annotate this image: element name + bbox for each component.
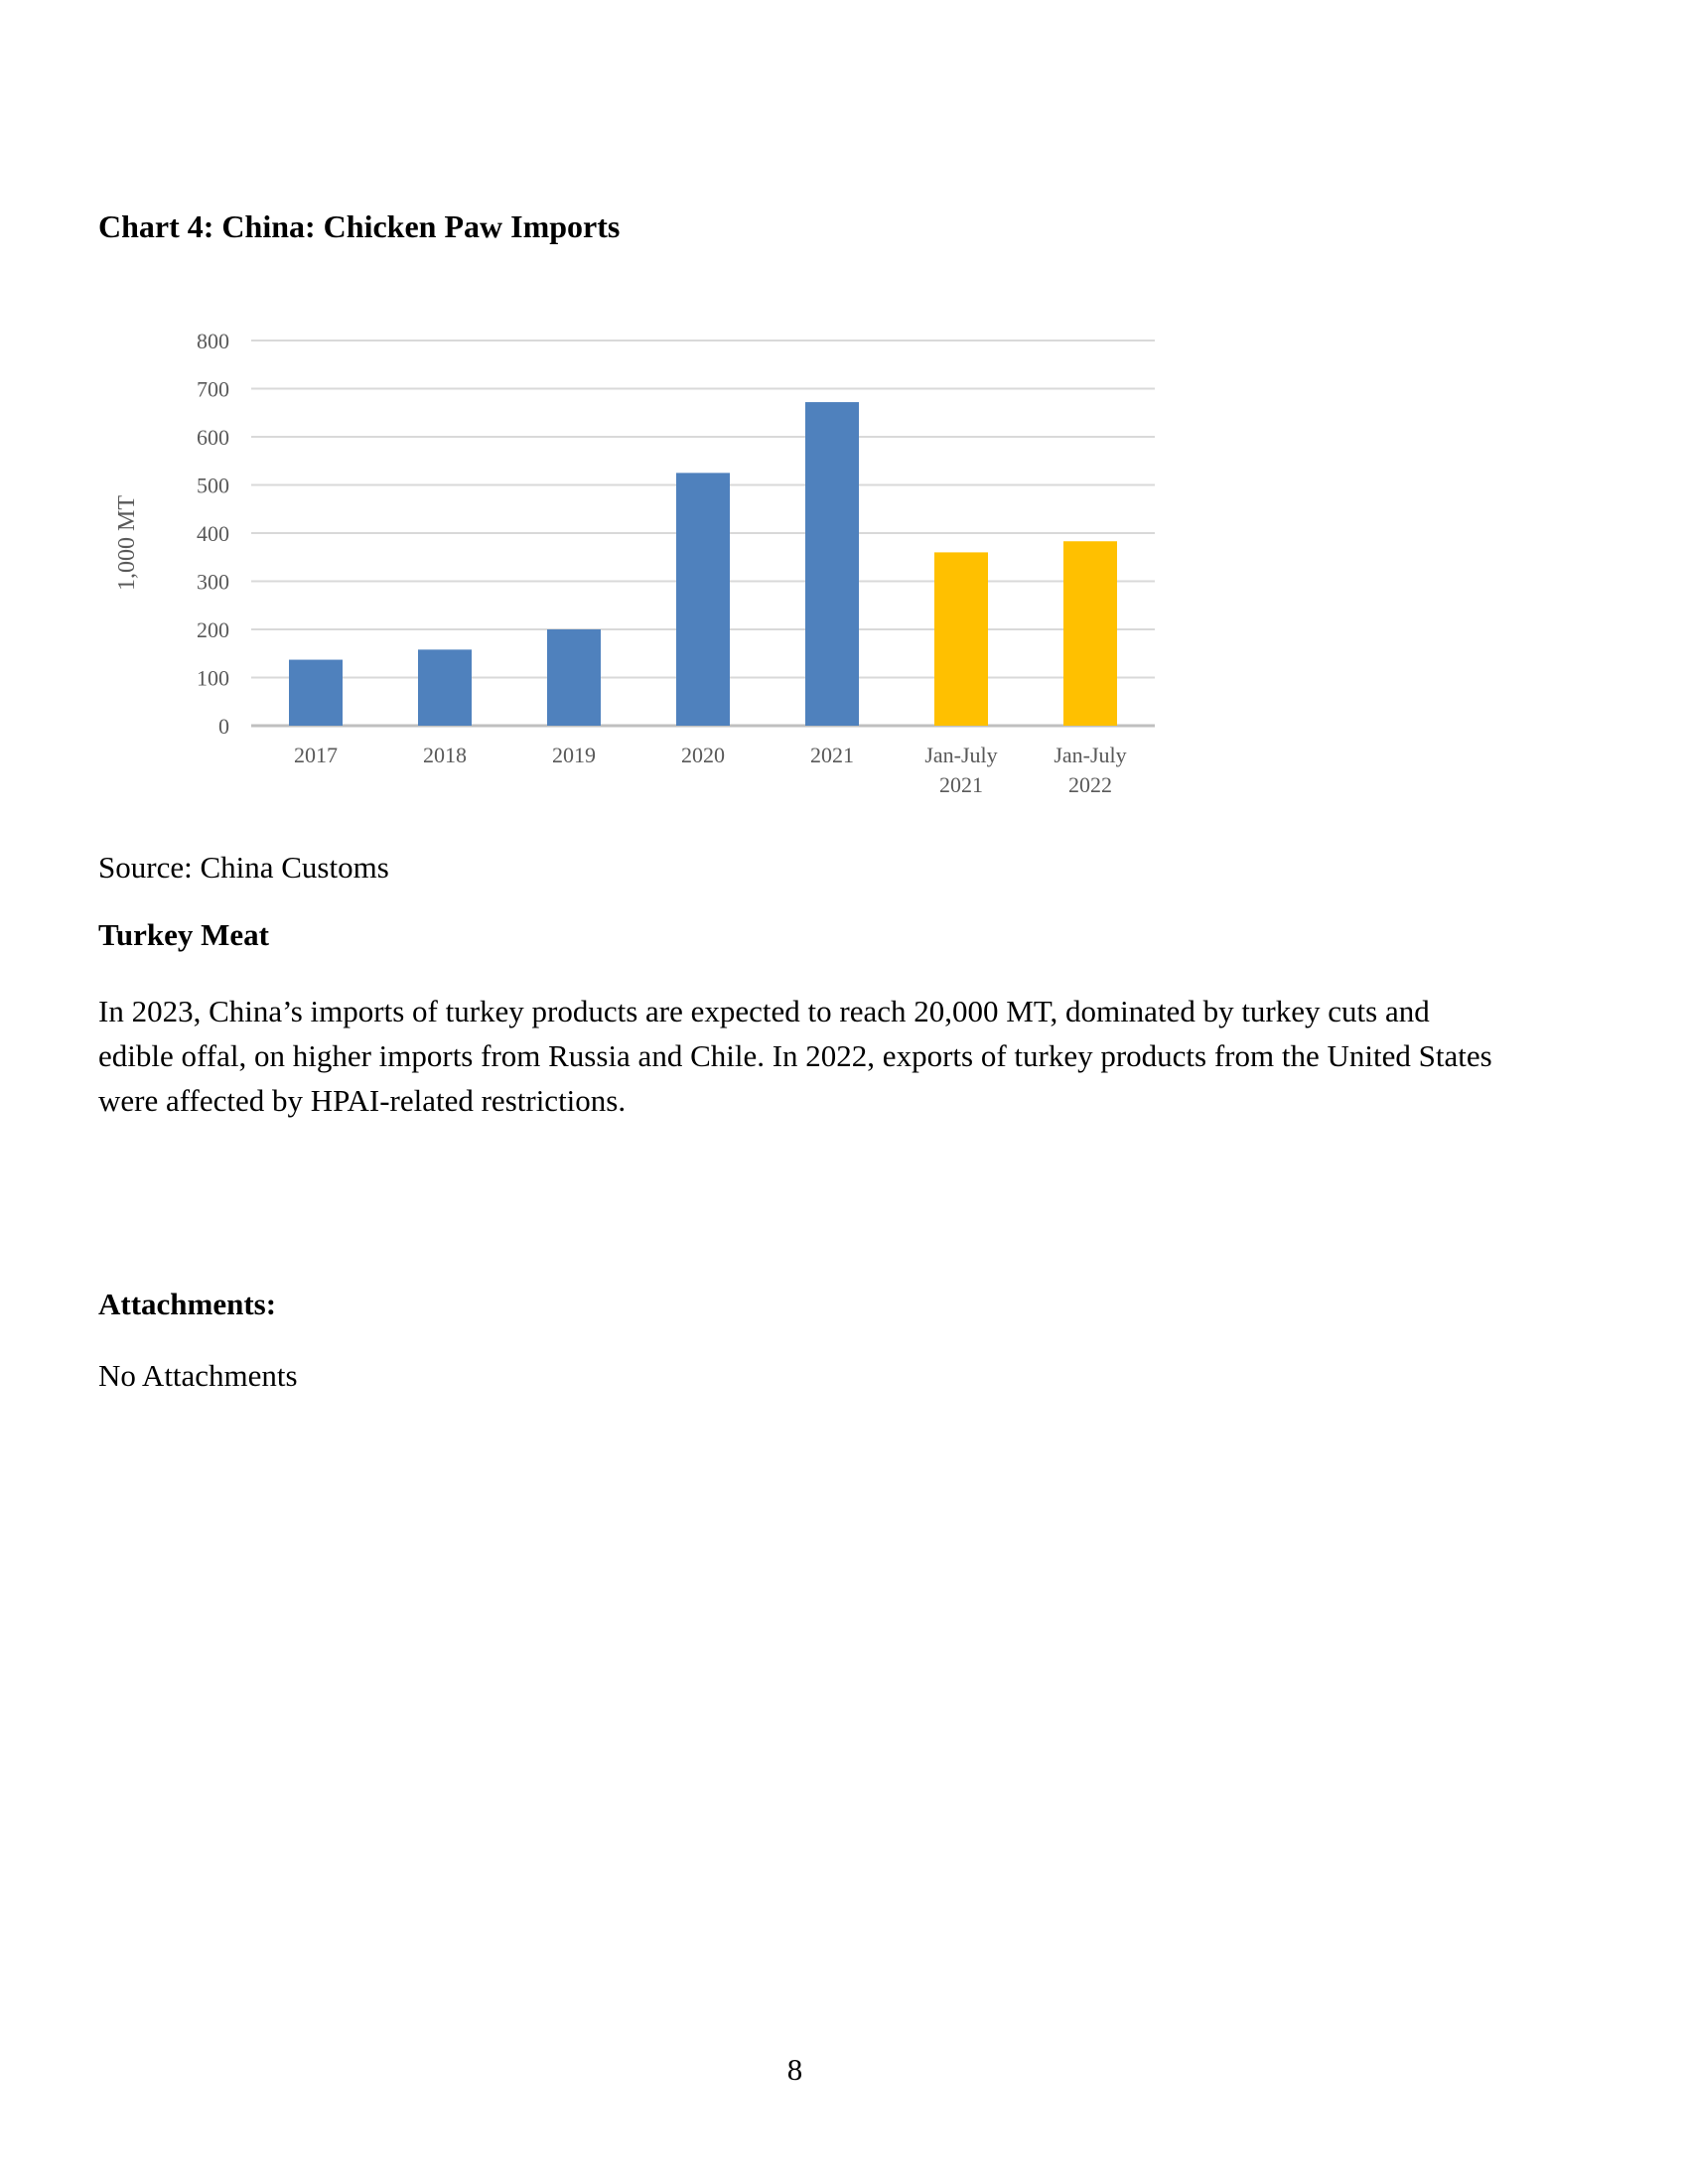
x-tick-label-jan-july-2022: Jan-July 2022 — [1054, 743, 1127, 797]
attachments-text: No Attachments — [98, 1358, 298, 1393]
x-tick-label-2019: 2019 — [552, 743, 596, 767]
y-tick-label-0: 0 — [218, 714, 229, 739]
source-note: Source: China Customs — [98, 850, 389, 885]
y-tick-label-500: 500 — [197, 473, 229, 498]
y-tick-label-800: 800 — [197, 329, 229, 353]
y-axis-tick-labels — [197, 329, 229, 739]
y-tick-label-100: 100 — [197, 665, 229, 691]
page-number: 8 — [786, 2052, 803, 2087]
bar-2021 — [805, 402, 859, 726]
y-tick-label-600: 600 — [197, 425, 229, 450]
x-tick-label-2020: 2020 — [681, 743, 725, 767]
bar-2018 — [418, 649, 472, 726]
y-axis-label: 1,000 MT — [114, 495, 140, 591]
bar-jan-july-2022 — [1063, 541, 1117, 726]
turkey-meat-paragraph: In 2023, China’s imports of turkey products are expected to reach 20,000 MT, dominated by turkey cuts and edible offal, on higher imports from Russia and Chile. In 2022, exports of turkey products from the United States were affected by HPAI-related restrictions. — [98, 994, 1492, 1118]
bar-2017 — [289, 660, 343, 726]
bar-2020 — [676, 473, 730, 726]
attachments-heading: Attachments: — [98, 1287, 277, 1321]
y-tick-label-400: 400 — [197, 521, 229, 546]
bar-2019 — [547, 629, 601, 726]
x-tick-label-jan-july-2021: Jan-July 2021 — [924, 743, 998, 797]
bar-jan-july-2021 — [934, 552, 988, 726]
y-tick-label-300: 300 — [197, 569, 229, 595]
x-tick-label-2017: 2017 — [294, 743, 338, 767]
y-tick-label-200: 200 — [197, 617, 229, 642]
turkey-meat-heading: Turkey Meat — [98, 917, 269, 952]
y-tick-label-700: 700 — [197, 376, 229, 402]
x-axis-tick-labels — [294, 743, 1127, 797]
x-tick-label-2018: 2018 — [423, 743, 467, 767]
chicken-paw-imports-chart — [99, 318, 1192, 814]
x-tick-label-2021: 2021 — [810, 743, 854, 767]
chart-title: Chart 4: China: Chicken Paw Imports — [98, 208, 621, 244]
